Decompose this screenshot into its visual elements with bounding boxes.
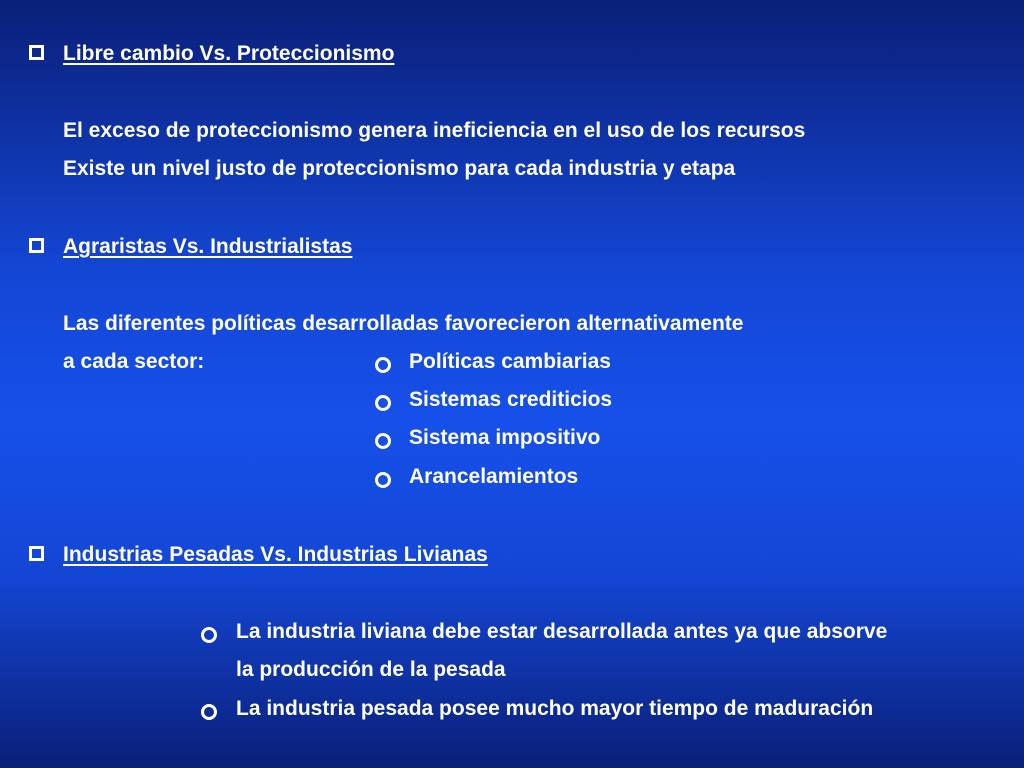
square-bullet-icon xyxy=(29,45,44,60)
list-item: Arancelamientos xyxy=(409,465,579,488)
section-heading-agraristas: Agraristas Vs. Industrialistas xyxy=(63,235,353,258)
section-heading-industrias: Industrias Pesadas Vs. Industrias Livianas xyxy=(63,543,488,566)
list-item: Políticas cambiarias xyxy=(409,350,611,373)
circle-bullet-icon xyxy=(375,395,391,411)
list-item: La industria liviana debe estar desarrollada antes ya que absorve xyxy=(236,620,888,643)
list-item: Sistema impositivo xyxy=(409,426,601,449)
square-bullet-icon xyxy=(29,546,44,561)
section-text-line: El exceso de proteccionismo genera ineficiencia en el uso de los recursos xyxy=(63,119,806,142)
square-bullet-icon xyxy=(29,238,44,253)
circle-bullet-icon xyxy=(375,433,391,449)
circle-bullet-icon xyxy=(375,472,391,488)
section-text-line: a cada sector: xyxy=(63,350,205,373)
section-heading-libre-cambio: Libre cambio Vs. Proteccionismo xyxy=(63,42,395,65)
section-text-line: Las diferentes políticas desarrolladas favorecieron alternativamente xyxy=(63,312,744,335)
circle-bullet-icon xyxy=(201,704,217,720)
section-text-line: Existe un nivel justo de proteccionismo para cada industria y etapa xyxy=(63,157,736,180)
circle-bullet-icon xyxy=(201,627,217,643)
circle-bullet-icon xyxy=(375,357,391,373)
list-item-continuation: la producción de la pesada xyxy=(236,658,506,681)
list-item: La industria pesada posee mucho mayor tiempo de maduración xyxy=(236,697,874,720)
list-item: Sistemas crediticios xyxy=(409,388,613,411)
